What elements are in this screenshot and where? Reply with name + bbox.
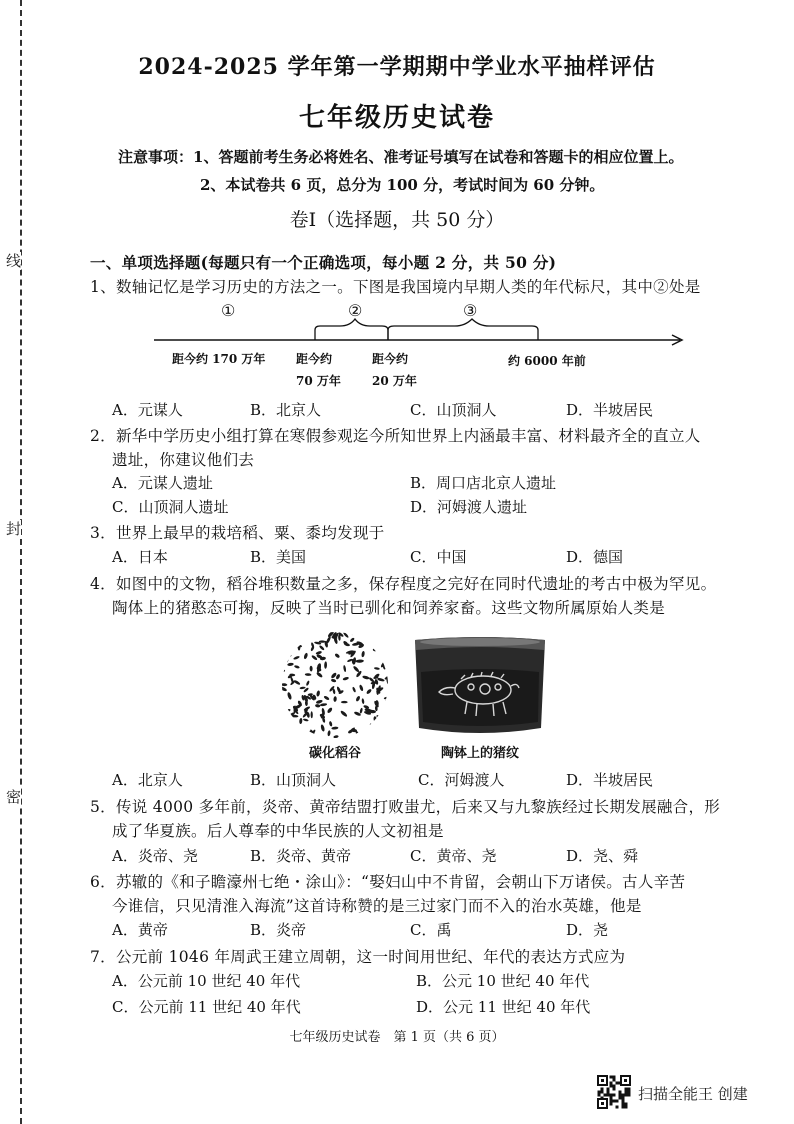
- q4-option-d: D．半坡居民: [566, 771, 654, 789]
- timeline-label-6000: 约 6000 年前: [508, 354, 586, 368]
- page-footer: 七年级历史试卷 第 1 页（共 6 页）: [289, 1030, 505, 1045]
- notice-line-2: 2、本试卷共 6 页，总分为 100 分，考试时间为 60 分钟。: [200, 176, 605, 194]
- exam-subtitle: 七年级历史试卷: [298, 103, 495, 133]
- q3-option-a: A．日本: [112, 548, 168, 566]
- q3-option-d: D．德国: [566, 548, 624, 566]
- pig-pattern-pot-image: [405, 632, 555, 740]
- q4-option-a: A．北京人: [112, 771, 183, 789]
- q6-stem-line-2: 今谁信，只见清淮入海流”这首诗称赞的是三过家门而不入的治水英雄，他是: [112, 897, 642, 915]
- q5-option-a: A．炎帝、尧: [112, 847, 198, 865]
- q5-stem-line-2: 成了华夏族。后人尊奉的中华民族的人文初祖是: [112, 822, 444, 840]
- bracket-3: [388, 319, 538, 340]
- section-title: 一、单项选择题(每题只有一个正确选项，每小题 2 分，共 50 分): [90, 253, 557, 272]
- bracket-2: [315, 319, 388, 340]
- margin-mark-seal: 封: [6, 520, 22, 538]
- q2-option-b: B．周口店北京人遗址: [410, 474, 557, 492]
- exam-title: 2024-2025 学年第一学期期中学业水平抽样评估: [138, 54, 656, 80]
- q6-option-a: A．黄帝: [112, 921, 168, 939]
- rice-caption: 碳化稻谷: [308, 746, 361, 761]
- timeline-mark-3: ③: [463, 301, 478, 320]
- timeline-label-70-b: 70 万年: [296, 374, 341, 388]
- q1-stem: 1、数轴记忆是学习历史的方法之一。下图是我国境内早期人类的年代标尺，其中②处是: [90, 278, 701, 296]
- timeline-label-20-b: 20 万年: [372, 374, 417, 388]
- timeline-label-20-a: 距今约: [372, 352, 409, 366]
- q2-option-c: C．山顶洞人遗址: [112, 498, 229, 516]
- q2-stem-line-1: 2．新华中学历史小组打算在寒假参观迄今所知世界上内涵最丰富、材料最齐全的直立人: [90, 427, 701, 445]
- q5-option-c: C．黄帝、尧: [410, 847, 497, 865]
- q4-option-c: C．河姆渡人: [418, 771, 505, 789]
- notice-line-1: 注意事项：1、答题前考生务必将姓名、准考证号填写在试卷和答题卡的相应位置上。: [118, 148, 684, 166]
- timeline-label-170: 距今约 170 万年: [172, 352, 266, 366]
- part-title: 卷Ⅰ（选择题，共 50 分）: [289, 209, 505, 231]
- qr-code-icon: [597, 1075, 631, 1109]
- q2-stem-line-2: 遗址，你建议他们去: [112, 451, 255, 469]
- timeline-mark-1: ①: [221, 301, 236, 320]
- q1-option-a: A．元谋人: [112, 401, 183, 419]
- q2-option-d: D．河姆渡人遗址: [410, 498, 528, 516]
- pot-caption: 陶钵上的猪纹: [440, 746, 519, 761]
- margin-mark-secret: 密: [6, 788, 22, 806]
- q4-stem-line-2: 陶体上的猪憨态可掬，反映了当时已驯化和饲养家畜。这些文物所属原始人类是: [112, 599, 666, 617]
- q3-stem: 3．世界上最早的栽培稻、粟、黍均发现于: [90, 524, 385, 542]
- q6-option-d: D．尧: [566, 921, 609, 939]
- q1-option-c: C．山顶洞人: [410, 401, 497, 419]
- q7-option-b: B．公元 10 世纪 40 年代: [416, 972, 590, 990]
- q6-option-c: C．禹: [410, 921, 452, 939]
- q1-option-b: B．北京人: [250, 401, 322, 419]
- q4-option-b: B．山顶洞人: [250, 771, 337, 789]
- margin-mark-line: 线: [6, 252, 22, 270]
- q4-stem-line-1: 4．如图中的文物，稻谷堆积数量之多，保存程度之完好在同时代遗址的考古中极为罕见。: [90, 575, 717, 593]
- timeline-mark-2: ②: [348, 301, 363, 320]
- q3-option-b: B．美国: [250, 548, 307, 566]
- q1-option-d: D．半坡居民: [566, 401, 654, 419]
- q6-stem-line-1: 6．苏辙的《和子瞻濠州七绝・涂山》：“娶妇山中不肯留，会朝山下万诸侯。古人辛苦: [90, 873, 686, 891]
- timeline-label-70-a: 距今约: [296, 352, 333, 366]
- q5-stem-line-1: 5．传说 4000 多年前，炎帝、黄帝结盟打败蚩尤，后来又与九黎族经过长期发展融合，形: [90, 798, 721, 816]
- q7-option-c: C．公元前 11 世纪 40 年代: [112, 998, 301, 1016]
- q6-option-b: B．炎帝: [250, 921, 307, 939]
- q7-option-d: D．公元 11 世纪 40 年代: [416, 998, 591, 1016]
- q5-option-b: B．炎帝、黄帝: [250, 847, 352, 865]
- scanner-watermark: 扫描全能王 创建: [638, 1085, 748, 1103]
- q3-option-c: C．中国: [410, 548, 467, 566]
- binding-margin-line: [20, 0, 22, 1124]
- q7-stem: 7．公元前 1046 年周武王建立周朝，这一时间用世纪、年代的表达方式应为: [90, 948, 626, 966]
- q5-option-d: D．尧、舜: [566, 847, 639, 865]
- carbonized-rice-image: [275, 630, 395, 740]
- q2-option-a: A．元谋人遗址: [112, 474, 213, 492]
- q7-option-a: A．公元前 10 世纪 40 年代: [112, 972, 301, 990]
